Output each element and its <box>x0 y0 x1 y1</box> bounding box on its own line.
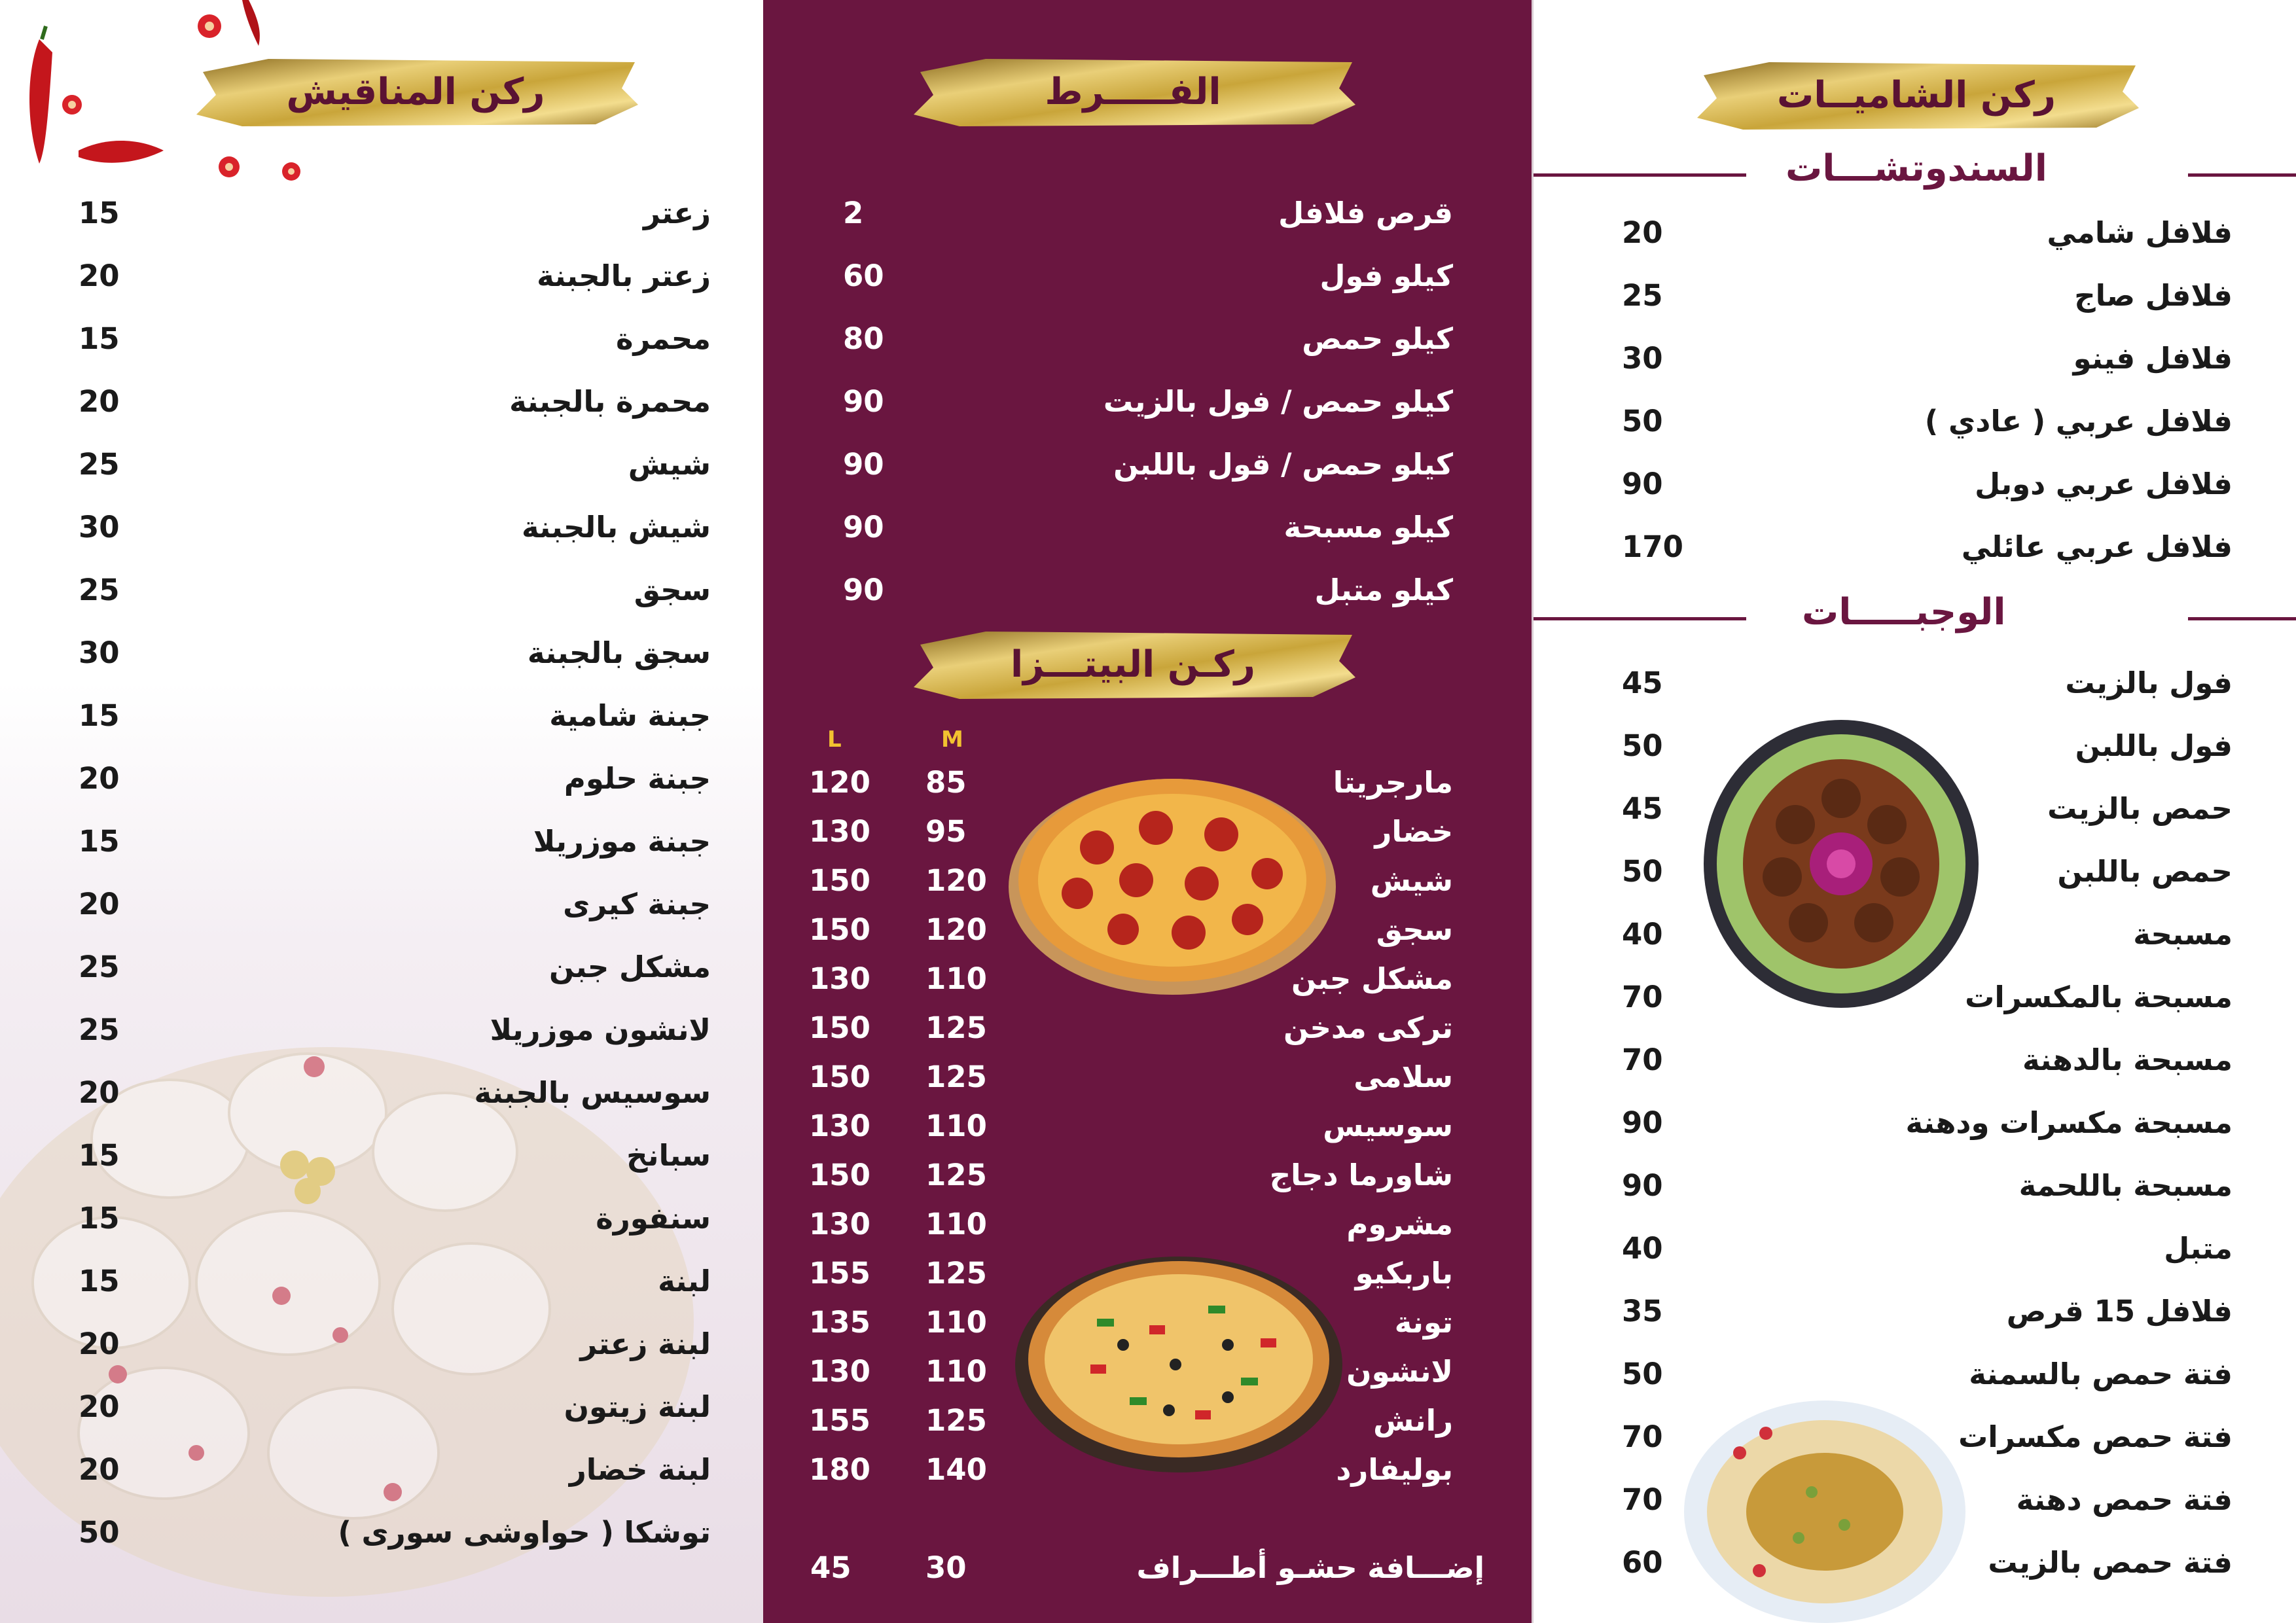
item-name: كيلو مسبحة <box>1283 509 1453 544</box>
item-price: 60 <box>843 258 884 293</box>
pizza-m-price: 110 <box>925 1304 987 1340</box>
item-price: 25 <box>79 949 120 984</box>
pizza-l-price: 150 <box>809 1157 870 1192</box>
item-price: 50 <box>79 1514 120 1550</box>
pizza-row <box>763 1443 1532 1495</box>
pizza-extra-l-price: 45 <box>810 1550 852 1585</box>
item-name: فلافل عربي دوبل <box>1975 466 2233 501</box>
item-name: لانشون <box>1346 1353 1453 1389</box>
meal-row <box>1534 845 2296 897</box>
meal-row <box>1534 1159 2296 1211</box>
item-price: 15 <box>79 195 120 230</box>
pizza-extra-m-price: 30 <box>925 1550 967 1585</box>
bulk-row <box>763 501 1532 553</box>
item-name: بوليفارد <box>1336 1452 1453 1487</box>
meal-row <box>1534 908 2296 960</box>
item-name: سنفورة <box>596 1200 711 1236</box>
item-name: محمرة <box>615 321 711 356</box>
manakish-row <box>0 815 763 867</box>
bulk-banner <box>907 43 1359 141</box>
sandwich-row <box>1534 206 2296 259</box>
manakish-banner <box>190 43 641 141</box>
item-name: شيش بالجبنة <box>521 509 711 544</box>
pizza-m-price: 85 <box>925 764 967 800</box>
pizza-row <box>763 952 1532 1005</box>
item-name: فلافل فينو <box>2073 340 2233 376</box>
shami-title: ركن الشاميــات <box>1776 73 2056 116</box>
pizza-m-price: 125 <box>925 1157 987 1192</box>
item-name: سبانخ <box>626 1137 711 1173</box>
manakish-row <box>0 1380 763 1433</box>
size-m-label: M <box>941 726 963 753</box>
size-l-label: L <box>827 726 842 753</box>
pizza-m-price: 110 <box>925 1108 987 1143</box>
item-name: فول بالزيت <box>2065 665 2233 700</box>
item-price: 50 <box>1622 853 1663 889</box>
item-name: زعتر بالجبنة <box>537 258 711 293</box>
meal-row <box>1534 1033 2296 1086</box>
pizza-l-price: 150 <box>809 912 870 947</box>
item-name: شيش <box>1370 863 1453 898</box>
pizza-row <box>763 1050 1532 1103</box>
item-name: كيلو حمص <box>1302 321 1453 356</box>
manakish-row <box>0 689 763 741</box>
pizza-l-price: 150 <box>809 1059 870 1094</box>
meal-row <box>1534 656 2296 709</box>
manakish-row <box>0 1192 763 1244</box>
manakish-row <box>0 1443 763 1495</box>
sandwich-row <box>1534 457 2296 510</box>
item-price: 70 <box>1622 1482 1663 1517</box>
item-price: 70 <box>1622 1419 1663 1454</box>
item-price: 90 <box>1622 466 1663 501</box>
item-name: مسبحة مكسرات ودهنة <box>1905 1105 2233 1140</box>
item-name: كيلو حمص / قول باللبن <box>1113 446 1453 482</box>
pizza-row <box>763 805 1532 857</box>
item-name: محمرة بالجبنة <box>509 383 711 419</box>
item-name: زعتر <box>643 195 711 230</box>
item-price: 20 <box>79 1389 120 1424</box>
pizza-l-price: 150 <box>809 1010 870 1045</box>
pizza-l-price: 130 <box>809 1108 870 1143</box>
item-name: توشكا ( حواوشى سورى ) <box>338 1514 711 1550</box>
item-price: 70 <box>1622 979 1663 1014</box>
meal-row <box>1534 1347 2296 1400</box>
item-name: سجق بالجبنة <box>527 635 711 670</box>
sandwiches-heading: السندوتشـــات <box>1785 147 2047 190</box>
item-price: 20 <box>79 383 120 419</box>
shami-panel <box>1532 0 2296 1623</box>
manakish-row <box>0 1506 763 1558</box>
item-name: جبنة حلوم <box>564 760 711 796</box>
item-name: تركى مدخن <box>1283 1010 1453 1045</box>
item-name: سجق <box>634 572 711 607</box>
item-name: فلافل شامي <box>2047 215 2233 250</box>
item-price: 60 <box>1622 1544 1663 1580</box>
pizza-m-price: 110 <box>925 1353 987 1389</box>
item-price: 45 <box>1622 665 1663 700</box>
item-name: متبل <box>2164 1230 2233 1266</box>
manakish-row <box>0 940 763 993</box>
bulk-row <box>763 438 1532 490</box>
item-price: 15 <box>79 1263 120 1298</box>
meal-row <box>1534 1222 2296 1274</box>
pizza-m-price: 95 <box>925 813 967 849</box>
item-price: 20 <box>79 1452 120 1487</box>
manakish-row <box>0 438 763 490</box>
item-price: 90 <box>843 509 884 544</box>
pizza-extra-name: إضـــافة حشـو أطـــراف <box>1136 1550 1484 1585</box>
item-name: تونة <box>1394 1304 1453 1340</box>
pizza-m-price: 120 <box>925 912 987 947</box>
item-name: لبنة خضار <box>569 1452 711 1487</box>
meal-row <box>1534 719 2296 772</box>
sandwiches-rule-right <box>2188 173 2296 177</box>
pizza-m-price: 125 <box>925 1059 987 1094</box>
item-price: 20 <box>1622 215 1663 250</box>
meal-row <box>1534 1473 2296 1525</box>
item-price: 15 <box>79 698 120 733</box>
item-price: 25 <box>79 572 120 607</box>
item-name: سوسيس بالجبنة <box>474 1075 711 1110</box>
pizza-m-price: 110 <box>925 1206 987 1241</box>
shami-banner <box>1691 46 2142 144</box>
pizza-l-price: 130 <box>809 1206 870 1241</box>
item-name: فتة حمص دهنة <box>2016 1482 2233 1517</box>
meal-row <box>1534 1410 2296 1463</box>
manakish-row <box>0 1066 763 1118</box>
pizza-row <box>763 1149 1532 1201</box>
item-name: جبنة شامية <box>549 698 711 733</box>
pizza-row <box>763 756 1532 808</box>
item-price: 50 <box>1622 1356 1663 1391</box>
item-name: كيلو متبل <box>1314 572 1453 607</box>
pizza-extra-row <box>763 1541 1532 1594</box>
item-name: فتة حمص بالسمنة <box>1969 1356 2233 1391</box>
item-price: 50 <box>1622 728 1663 763</box>
item-name: لبنة زيتون <box>564 1389 711 1424</box>
meal-row <box>1534 1285 2296 1337</box>
meals-rule-right <box>2188 617 2296 620</box>
bulk-title: الفـــــرط <box>1045 70 1221 113</box>
sandwich-row <box>1534 520 2296 573</box>
item-name: خضار <box>1374 813 1453 849</box>
manakish-row <box>0 187 763 239</box>
item-name: مارجريتا <box>1333 764 1453 800</box>
item-name: لانشون موزريلا <box>490 1012 711 1047</box>
pizza-l-price: 155 <box>809 1255 870 1291</box>
sandwich-row <box>1534 395 2296 447</box>
item-price: 80 <box>843 321 884 356</box>
item-name: مشكل جبن <box>549 949 711 984</box>
manakish-row <box>0 752 763 804</box>
pizza-l-price: 130 <box>809 961 870 996</box>
manakish-title: ركن المناقيش <box>286 70 545 113</box>
item-price: 25 <box>79 1012 120 1047</box>
item-price: 20 <box>79 258 120 293</box>
item-price: 90 <box>1622 1168 1663 1203</box>
manakish-row <box>0 626 763 679</box>
manakish-row <box>0 1003 763 1056</box>
pizza-l-price: 155 <box>809 1402 870 1438</box>
pizza-title: ركـن البيتـــزا <box>1010 643 1256 686</box>
pizza-l-price: 180 <box>809 1452 870 1487</box>
pizza-row <box>763 1099 1532 1152</box>
manakish-row <box>0 249 763 302</box>
sandwiches-rule-left <box>1534 173 1746 177</box>
meal-row <box>1534 1096 2296 1149</box>
bulk-pizza-panel <box>763 0 1532 1623</box>
item-name: جبنة موزريلا <box>533 823 711 859</box>
manakish-row <box>0 1317 763 1370</box>
item-name: مسبحة باللحمة <box>2018 1168 2233 1203</box>
pizza-l-price: 120 <box>809 764 870 800</box>
bulk-row <box>763 249 1532 302</box>
item-name: حمص بالزيت <box>2047 791 2233 826</box>
item-price: 15 <box>79 823 120 859</box>
item-price: 15 <box>79 1137 120 1173</box>
item-price: 90 <box>843 572 884 607</box>
pizza-l-price: 150 <box>809 863 870 898</box>
item-price: 70 <box>1622 1042 1663 1077</box>
manakish-row <box>0 1255 763 1307</box>
meal-row <box>1534 1536 2296 1588</box>
item-name: جبنة كيرى <box>563 886 711 921</box>
pizza-l-price: 130 <box>809 1353 870 1389</box>
item-price: 25 <box>79 446 120 482</box>
item-name: فلافل عربي ( عادي ) <box>1924 403 2233 438</box>
pizza-row <box>763 1296 1532 1348</box>
item-name: فلافل 15 قرص <box>2006 1293 2233 1329</box>
pizza-row <box>763 1001 1532 1054</box>
item-name: حمص باللبن <box>2057 853 2233 889</box>
pizza-m-price: 125 <box>925 1255 987 1291</box>
manakish-panel <box>0 0 763 1623</box>
item-price: 15 <box>79 1200 120 1236</box>
item-name: رانش <box>1373 1402 1453 1438</box>
pizza-row <box>763 903 1532 955</box>
item-price: 90 <box>1622 1105 1663 1140</box>
pizza-m-price: 120 <box>925 863 987 898</box>
item-price: 25 <box>1622 277 1663 313</box>
bulk-row <box>763 563 1532 616</box>
pizza-row <box>763 1247 1532 1299</box>
bulk-row <box>763 187 1532 239</box>
item-name: كيلو حمص / فول بالزيت <box>1103 383 1453 419</box>
pizza-row <box>763 854 1532 906</box>
item-name: سلامى <box>1354 1059 1453 1094</box>
item-name: فتة حمص مكسرات <box>1958 1419 2233 1454</box>
item-price: 30 <box>1622 340 1663 376</box>
item-price: 20 <box>79 1326 120 1361</box>
item-name: مسبحة <box>2133 916 2233 952</box>
sandwich-row <box>1534 332 2296 384</box>
item-price: 45 <box>1622 791 1663 826</box>
item-name: لبنة زعتر <box>580 1326 711 1361</box>
item-name: فول باللبن <box>2075 728 2233 763</box>
meal-row <box>1534 971 2296 1023</box>
item-price: 2 <box>843 195 864 230</box>
item-name: لبنة <box>658 1263 711 1298</box>
item-name: شيش <box>628 446 711 482</box>
pizza-m-price: 110 <box>925 961 987 996</box>
item-price: 90 <box>843 446 884 482</box>
item-price: 15 <box>79 321 120 356</box>
pizza-m-price: 125 <box>925 1402 987 1438</box>
manakish-row <box>0 1129 763 1181</box>
pizza-row <box>763 1345 1532 1397</box>
item-name: شاورما دجاج <box>1269 1157 1453 1192</box>
bulk-row <box>763 375 1532 427</box>
meals-heading: الوجبـــــات <box>1802 591 2006 633</box>
item-price: 170 <box>1622 529 1683 564</box>
item-price: 20 <box>79 886 120 921</box>
item-price: 35 <box>1622 1293 1663 1329</box>
manakish-row <box>0 878 763 930</box>
sandwich-row <box>1534 269 2296 321</box>
item-name: سوسيس <box>1323 1108 1453 1143</box>
pizza-l-price: 130 <box>809 813 870 849</box>
pizza-m-price: 125 <box>925 1010 987 1045</box>
pizza-row <box>763 1394 1532 1446</box>
item-name: قرص فلافل <box>1278 195 1453 230</box>
pizza-l-price: 135 <box>809 1304 870 1340</box>
pizza-row <box>763 1198 1532 1250</box>
manakish-row <box>0 312 763 365</box>
manakish-row <box>0 501 763 553</box>
pizza-banner <box>907 615 1359 713</box>
item-name: فلافل صاج <box>2074 277 2233 313</box>
item-name: فتة حمص بالزيت <box>1988 1544 2233 1580</box>
item-price: 30 <box>79 635 120 670</box>
item-price: 30 <box>79 509 120 544</box>
pizza-m-price: 140 <box>925 1452 987 1487</box>
item-price: 20 <box>79 760 120 796</box>
item-name: كيلو فول <box>1319 258 1453 293</box>
item-name: مشروم <box>1346 1206 1453 1241</box>
item-name: مسبحة بالدهنة <box>2022 1042 2233 1077</box>
item-price: 40 <box>1622 916 1663 952</box>
manakish-row <box>0 375 763 427</box>
item-name: سجق <box>1376 912 1453 947</box>
item-name: مسبحة بالمكسرات <box>1965 979 2233 1014</box>
manakish-row <box>0 563 763 616</box>
item-name: مشكل جبن <box>1291 961 1453 996</box>
item-price: 90 <box>843 383 884 419</box>
item-price: 40 <box>1622 1230 1663 1266</box>
item-price: 50 <box>1622 403 1663 438</box>
meal-row <box>1534 782 2296 834</box>
item-name: باربكيو <box>1355 1255 1453 1291</box>
meals-rule-left <box>1534 617 1746 620</box>
item-name: فلافل عربي عائلي <box>1961 529 2233 564</box>
item-price: 20 <box>79 1075 120 1110</box>
bulk-row <box>763 312 1532 365</box>
